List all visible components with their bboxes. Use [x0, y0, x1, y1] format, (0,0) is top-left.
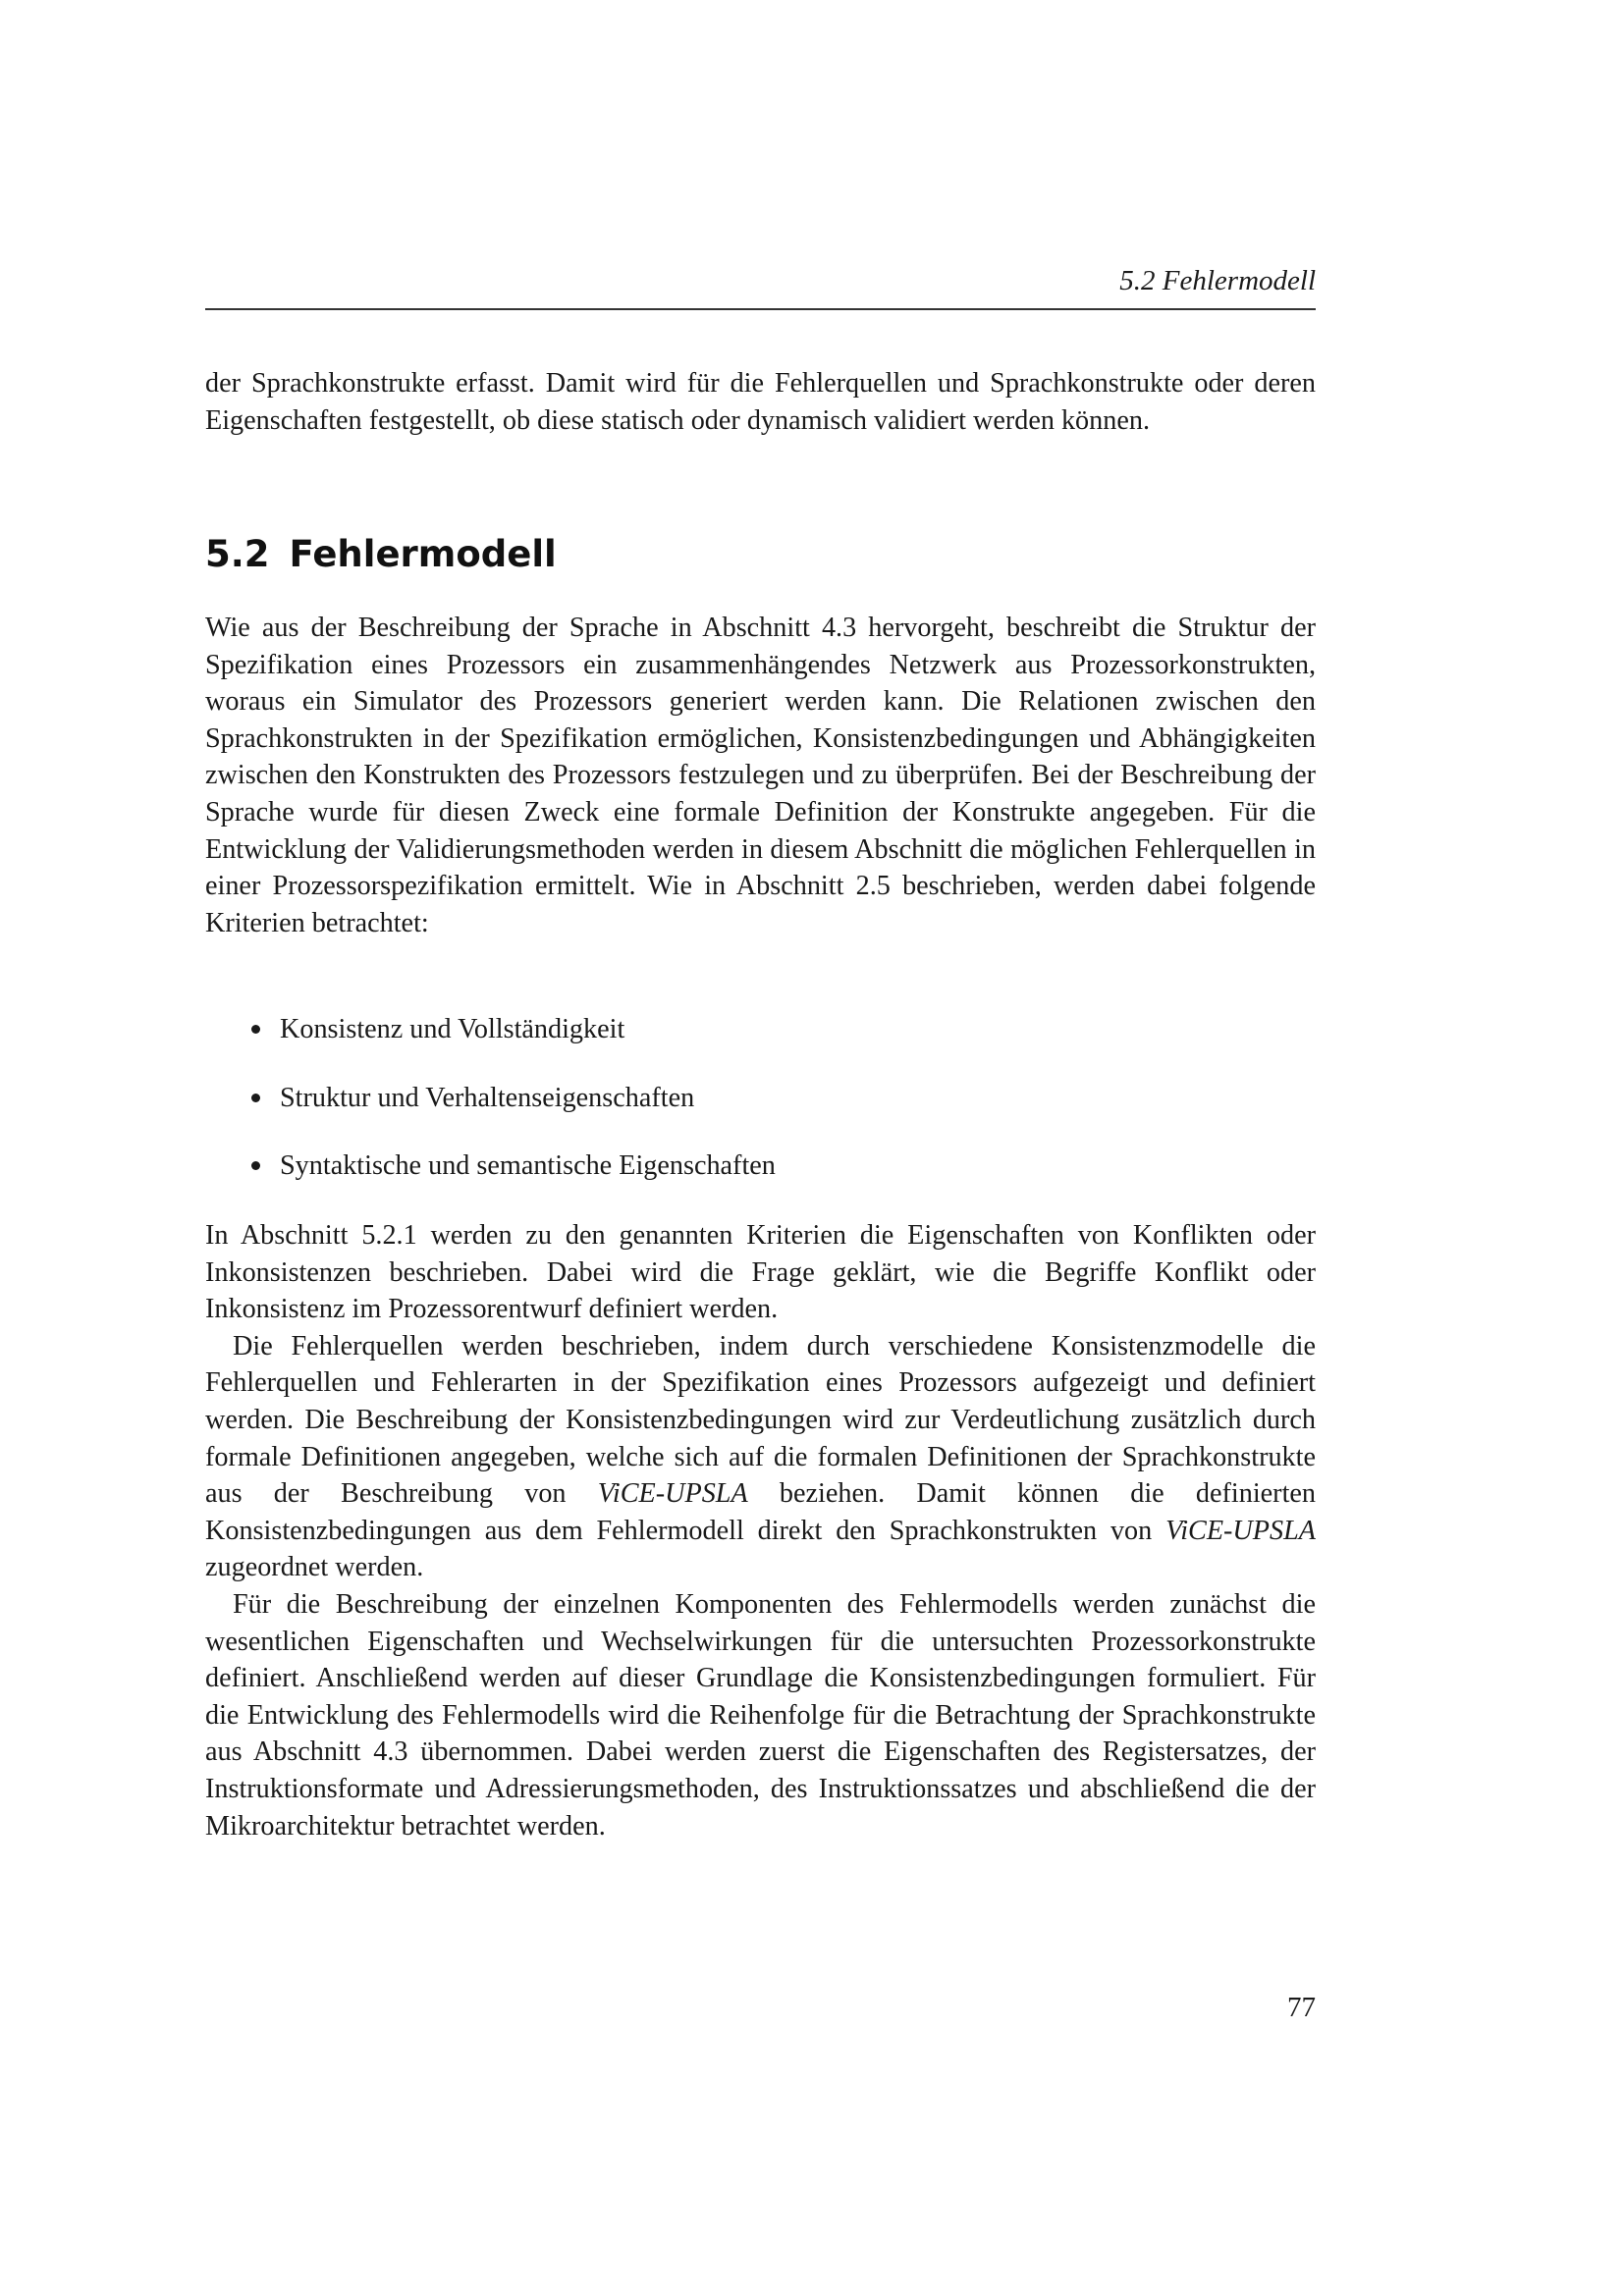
intro-text: der Sprachkonstrukte erfasst. Damit wird für die Fehlerquellen und Sprachkonstrukte oder deren Eigenschaften festgestellt, ob diese statisch oder dynamisch validiert werden können.	[205, 368, 1316, 436]
list-item-text: Syntaktische und semantische Eigenschaften	[280, 1150, 776, 1182]
paragraph-1	[205, 610, 1316, 941]
paragraph-3-part-2: beziehen. Damit können die definierten Konsistenzbedingungen aus dem Fehlermodell direkt den Sprachkonstrukten von	[205, 1478, 1317, 1546]
list-item	[205, 1080, 1316, 1117]
term-vice-upsla: ViCE-UPSLA	[597, 1478, 748, 1510]
section-heading	[205, 531, 557, 578]
list-item	[205, 1011, 1316, 1048]
page-number: 77	[1287, 1992, 1316, 2023]
paragraph-2: In Abschnitt 5.2.1 werden zu den genannten Kriterien die Eigenschaften von Konflikten oder Inkonsistenzen beschrieben. Dabei wird die Frage geklärt, wie die Begriffe Konflikt oder Inkonsistenz im Prozessorentwurf definiert werden.	[205, 1220, 1316, 1325]
paragraph-3	[205, 1328, 1316, 1586]
list-item-text: Struktur und Verhaltenseigenschaften	[280, 1082, 695, 1113]
intro-paragraph	[205, 365, 1316, 439]
bullet-icon	[251, 1025, 260, 1034]
paragraph-1-text: Wie aus der Beschreibung der Sprache in Abschnitt 4.3 hervorgeht, beschreibt die Struktur der Spezifikation eines Prozessors ein zusammenhängendes Netzwerk aus Prozessorkonstrukten, woraus ein Simulator des Prozessors generiert werden kann. Die Relationen zwischen den Sprachkonstrukten in der Spezifikation ermöglichen, Konsistenzbedingungen und Abhängigkeiten zwischen den Konstrukten des Prozessors festzulegen und zu überprüfen. Bei der Beschreibung der Sprache wurde für diesen Zweck eine formale Definition der Konstrukte angegeben. Für die Entwicklung der Validierungsmethoden werden in diesem Abschnitt die möglichen Fehlerquellen in einer Prozessorspezifikation ermittelt. Wie in Abschnitt 2.5 beschrieben, werden dabei folgende Kriterien betrachtet:	[205, 613, 1316, 938]
list-item-text: Konsistenz und Vollständigkeit	[280, 1014, 625, 1044]
body-paragraphs	[205, 1217, 1316, 1844]
list-item	[205, 1148, 1316, 1185]
section-number: 5.2	[205, 533, 270, 575]
paragraph-3-part-1: Die Fehlerquellen werden beschrieben, indem durch verschiedene Konsistenzmodelle die Fehlerquellen und Fehlerarten in der Spezifikation eines Prozessors aufgezeigt und definiert werden. Die Beschreibung der Konsistenzbedingungen wird zur Verdeutlichung zusätzlich durch formale Definitionen angegeben, welche sich auf die formalen Definitionen der Sprachkonstrukte aus der Beschreibung von	[205, 1330, 1316, 1510]
running-header: 5.2 Fehlermodell	[1119, 265, 1316, 296]
section-title: Fehlermodell	[289, 533, 557, 575]
paragraph-4: Für die Beschreibung der einzelnen Komponenten des Fehlermodells werden zunächst die wesentlichen Eigenschaften und Wechselwirkungen für die untersuchten Prozessorkonstrukte definiert. Anschließend werden auf dieser Grundlage die Konsistenzbedingungen formuliert. Für die Entwicklung des Fehlermodells wird die Reihenfolge für die Betrachtung der Sprachkonstrukte aus Abschnitt 4.3 übernommen. Dabei werden zuerst die Eigenschaften des Registersatzes, der Instruktionsformate und Adressierungsmethoden, des Instruktionssatzes und abschließend die der Mikroarchitektur betrachtet werden.	[205, 1588, 1316, 1842]
criteria-list	[205, 1011, 1316, 1216]
bullet-icon	[251, 1094, 260, 1102]
paragraph-3-part-3: zugeordnet werden.	[205, 1552, 424, 1583]
header-rule	[205, 308, 1316, 310]
term-vice-upsla: ViCE-UPSLA	[1165, 1515, 1316, 1546]
bullet-icon	[251, 1161, 260, 1170]
